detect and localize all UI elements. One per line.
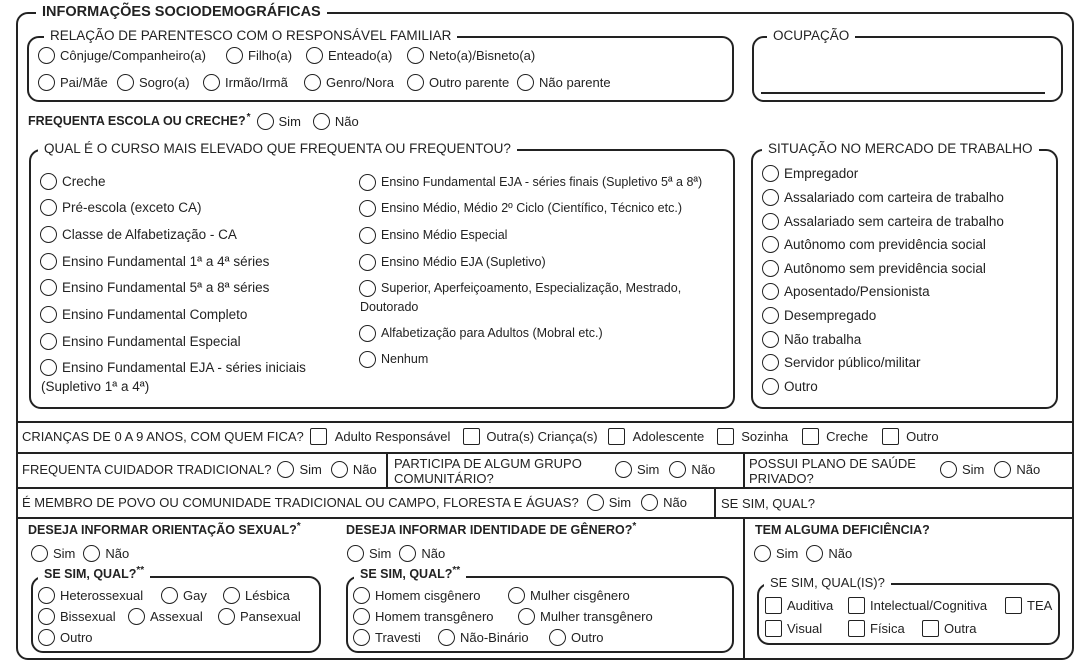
curso-option[interactable]: Classe de Alfabetização - CA xyxy=(40,226,237,243)
checkbox-icon[interactable] xyxy=(1005,597,1022,614)
radio-icon[interactable] xyxy=(40,306,57,323)
trabalho-option[interactable]: Desempregado xyxy=(762,307,876,324)
radio-icon[interactable] xyxy=(359,254,376,271)
curso-option-cont: Doutorado xyxy=(360,300,419,314)
genero-sim[interactable]: Sim xyxy=(347,545,391,562)
criancas-option[interactable]: Outra(s) Criança(s) xyxy=(463,428,597,445)
curso-option[interactable]: Ensino Médio EJA (Supletivo) xyxy=(359,254,546,271)
radio-icon[interactable] xyxy=(40,359,57,376)
radio-icon[interactable] xyxy=(128,608,145,625)
radio-icon[interactable] xyxy=(438,629,455,646)
trabalho-option[interactable]: Assalariado com carteira de trabalho xyxy=(762,189,1004,206)
curso-option[interactable]: Ensino Fundamental EJA - séries iniciais xyxy=(40,359,306,376)
option-enteado[interactable]: Enteado(a) xyxy=(306,47,407,64)
escola-sim[interactable]: Sim xyxy=(257,113,301,130)
orientacao-nao[interactable]: Não xyxy=(83,545,129,562)
radio-icon[interactable] xyxy=(306,47,323,64)
curso-option[interactable]: Ensino Fundamental 1ª a 4ª séries xyxy=(40,253,269,270)
orientacao-option[interactable]: Pansexual xyxy=(218,608,301,625)
radio-icon[interactable] xyxy=(257,113,274,130)
orientacao-option[interactable]: Gay xyxy=(161,587,223,604)
option-conjuge[interactable]: Cônjuge/Companheiro(a) xyxy=(38,47,226,64)
trabalho-option[interactable]: Outro xyxy=(762,378,818,395)
radio-icon[interactable] xyxy=(38,74,55,91)
grupo-nao[interactable]: Não xyxy=(669,461,715,478)
criancas-option[interactable]: Creche xyxy=(802,428,868,445)
radio-icon[interactable] xyxy=(161,587,178,604)
genero-option[interactable]: Mulher cisgênero xyxy=(508,587,630,604)
radio-icon[interactable] xyxy=(762,378,779,395)
orientacao-option[interactable]: Bissexual xyxy=(38,608,128,625)
radio-icon[interactable] xyxy=(407,47,424,64)
curso-option[interactable]: Ensino Médio, Médio 2º Ciclo (Científico, Técnico etc.) xyxy=(359,200,682,217)
curso-option[interactable]: Ensino Fundamental Completo xyxy=(40,306,247,323)
radio-icon[interactable] xyxy=(38,47,55,64)
curso-option-cont: (Supletivo 1ª a 4ª) xyxy=(41,379,150,394)
checkbox-icon[interactable] xyxy=(922,620,939,637)
criancas-option[interactable]: Adulto Responsável xyxy=(310,428,451,445)
radio-icon[interactable] xyxy=(218,608,235,625)
divider xyxy=(17,452,1073,454)
option-filho[interactable]: Filho(a) xyxy=(226,47,306,64)
checkbox-icon[interactable] xyxy=(765,597,782,614)
divider xyxy=(714,487,716,517)
povo-sim[interactable]: Sim xyxy=(587,494,631,511)
radio-icon[interactable] xyxy=(40,199,57,216)
radio-icon[interactable] xyxy=(223,587,240,604)
curso-option[interactable]: Ensino Médio Especial xyxy=(359,227,507,244)
genero-option[interactable]: Outro xyxy=(549,629,604,646)
radio-icon[interactable] xyxy=(518,608,535,625)
radio-icon[interactable] xyxy=(615,461,632,478)
radio-icon[interactable] xyxy=(40,333,57,350)
genero-nao[interactable]: Não xyxy=(399,545,445,562)
radio-icon[interactable] xyxy=(669,461,686,478)
radio-icon[interactable] xyxy=(762,165,779,182)
trabalho-option[interactable]: Aposentado/Pensionista xyxy=(762,283,930,300)
deficiencia-nao[interactable]: Não xyxy=(806,545,852,562)
radio-icon[interactable] xyxy=(353,608,370,625)
grupo-label: PARTICIPA DE ALGUM GRUPO COMUNITÁRIO? xyxy=(394,456,582,486)
radio-icon[interactable] xyxy=(40,173,57,190)
deficiencia-option[interactable]: Auditiva xyxy=(765,597,848,614)
deficiencia-sim[interactable]: Sim xyxy=(754,545,798,562)
povo-nao[interactable]: Não xyxy=(641,494,687,511)
radio-icon[interactable] xyxy=(762,354,779,371)
orientacao-legend: SE SIM, QUAL?** xyxy=(38,566,150,581)
radio-icon[interactable] xyxy=(40,279,57,296)
escola-nao[interactable]: Não xyxy=(313,113,359,130)
radio-icon[interactable] xyxy=(517,74,534,91)
genero-option[interactable]: Mulher transgênero xyxy=(518,608,653,625)
trabalho-option[interactable]: Autônomo com previdência social xyxy=(762,236,986,253)
checkbox-icon[interactable] xyxy=(848,620,865,637)
checkbox-icon[interactable] xyxy=(765,620,782,637)
genero-option[interactable]: Não-Binário xyxy=(438,629,549,646)
radio-icon[interactable] xyxy=(762,213,779,230)
radio-icon[interactable] xyxy=(353,587,370,604)
plano-label: POSSUI PLANO DE SAÚDE PRIVADO? xyxy=(749,456,916,486)
deficiencia-option[interactable]: TEA xyxy=(1005,597,1052,614)
deficiencia-option[interactable]: Intelectual/Cognitiva xyxy=(848,597,1005,614)
radio-icon[interactable] xyxy=(304,74,321,91)
cuidador-label: FREQUENTA CUIDADOR TRADICIONAL? xyxy=(22,462,272,477)
curso-option[interactable]: Ensino Fundamental EJA - séries finais (Supletivo 5ª a 8ª) xyxy=(359,174,702,191)
ocupacao-input-line[interactable] xyxy=(761,92,1045,94)
radio-icon[interactable] xyxy=(117,74,134,91)
radio-icon[interactable] xyxy=(40,226,57,243)
cuidador-nao[interactable]: Não xyxy=(331,461,377,478)
divider xyxy=(17,487,1073,489)
deficiencia-option[interactable]: Visual xyxy=(765,620,848,637)
escola-label: FREQUENTA ESCOLA OU CRECHE? xyxy=(28,114,246,129)
option-sogro[interactable]: Sogro(a) xyxy=(117,74,203,91)
divider xyxy=(17,517,1073,519)
checkbox-icon[interactable] xyxy=(717,428,734,445)
option-outro-parente[interactable]: Outro parente xyxy=(407,74,517,91)
radio-icon[interactable] xyxy=(203,74,220,91)
radio-icon[interactable] xyxy=(38,587,55,604)
orientacao-option[interactable]: Assexual xyxy=(128,608,218,625)
option-neto[interactable]: Neto(a)/Bisneto(a) xyxy=(407,47,535,64)
radio-icon[interactable] xyxy=(353,629,370,646)
radio-icon[interactable] xyxy=(31,545,48,562)
ocupacao-legend: OCUPAÇÃO xyxy=(767,29,855,43)
radio-icon[interactable] xyxy=(407,74,424,91)
divider xyxy=(743,517,745,660)
option-nao-parente[interactable]: Não parente xyxy=(517,74,611,91)
radio-icon[interactable] xyxy=(347,545,364,562)
plano-sim[interactable]: Sim xyxy=(940,461,984,478)
trabalho-legend: SITUAÇÃO NO MERCADO DE TRABALHO xyxy=(762,142,1039,156)
checkbox-icon[interactable] xyxy=(310,428,327,445)
trabalho-option[interactable]: Assalariado sem carteira de trabalho xyxy=(762,213,1004,230)
trabalho-option[interactable]: Autônomo sem previdência social xyxy=(762,260,986,277)
deficiencia-label: TEM ALGUMA DEFICIÊNCIA? xyxy=(755,523,930,537)
radio-icon[interactable] xyxy=(40,253,57,270)
curso-legend: QUAL É O CURSO MAIS ELEVADO QUE FREQUENTA OU FREQUENTOU? xyxy=(38,142,517,156)
radio-icon[interactable] xyxy=(331,461,348,478)
parentesco-box xyxy=(27,36,734,102)
option-genro[interactable]: Genro/Nora xyxy=(304,74,407,91)
radio-icon[interactable] xyxy=(277,461,294,478)
trabalho-option[interactable]: Não trabalha xyxy=(762,331,861,348)
criancas-option[interactable]: Adolescente xyxy=(608,428,705,445)
radio-icon[interactable] xyxy=(359,351,376,368)
curso-option[interactable]: Superior, Aperfeiçoamento, Especialização, Mestrado, xyxy=(359,280,681,297)
curso-option[interactable]: Creche xyxy=(40,173,106,190)
curso-option[interactable]: Nenhum xyxy=(359,351,428,368)
grupo-sim[interactable]: Sim xyxy=(615,461,659,478)
radio-icon[interactable] xyxy=(762,260,779,277)
radio-icon[interactable] xyxy=(226,47,243,64)
orientacao-label: DESEJA INFORMAR ORIENTAÇÃO SEXUAL? xyxy=(28,523,297,537)
criancas-option[interactable]: Outro xyxy=(882,428,939,445)
orientacao-option[interactable]: Heterossexual xyxy=(38,587,161,604)
radio-icon[interactable] xyxy=(359,227,376,244)
radio-icon[interactable] xyxy=(641,494,658,511)
genero-option[interactable]: Travesti xyxy=(353,629,438,646)
radio-icon[interactable] xyxy=(359,200,376,217)
curso-option[interactable]: Pré-escola (exceto CA) xyxy=(40,199,202,216)
orientacao-option[interactable]: Outro xyxy=(38,629,93,646)
genero-label: DESEJA INFORMAR IDENTIDADE DE GÊNERO? xyxy=(346,523,633,537)
radio-icon[interactable] xyxy=(399,545,416,562)
option-pai-mae[interactable]: Pai/Mãe xyxy=(38,74,117,91)
divider xyxy=(743,452,745,487)
checkbox-icon[interactable] xyxy=(463,428,480,445)
genero-option[interactable]: Homem transgênero xyxy=(353,608,518,625)
radio-icon[interactable] xyxy=(762,283,779,300)
orientacao-sim[interactable]: Sim xyxy=(31,545,75,562)
radio-icon[interactable] xyxy=(359,280,376,297)
radio-icon[interactable] xyxy=(313,113,330,130)
radio-icon[interactable] xyxy=(38,608,55,625)
trabalho-option[interactable]: Empregador xyxy=(762,165,858,182)
radio-icon[interactable] xyxy=(587,494,604,511)
option-irmao[interactable]: Irmão/Irmã xyxy=(203,74,304,91)
radio-icon[interactable] xyxy=(508,587,525,604)
criancas-option[interactable]: Sozinha xyxy=(717,428,788,445)
checkbox-icon[interactable] xyxy=(608,428,625,445)
radio-icon[interactable] xyxy=(549,629,566,646)
radio-icon[interactable] xyxy=(359,174,376,191)
deficiencia-legend: SE SIM, QUAL(IS)? xyxy=(764,576,891,589)
divider xyxy=(17,421,1073,423)
radio-icon[interactable] xyxy=(806,545,823,562)
genero-option[interactable]: Homem cisgênero xyxy=(353,587,508,604)
radio-icon[interactable] xyxy=(940,461,957,478)
cuidador-sim[interactable]: Sim xyxy=(277,461,321,478)
deficiencia-option[interactable]: Física xyxy=(848,620,922,637)
povo-qual-label: SE SIM, QUAL? xyxy=(721,496,815,511)
radio-icon[interactable] xyxy=(762,331,779,348)
curso-option[interactable]: Ensino Fundamental Especial xyxy=(40,333,241,350)
genero-legend: SE SIM, QUAL?** xyxy=(354,566,466,581)
divider xyxy=(386,452,388,487)
radio-icon[interactable] xyxy=(359,325,376,342)
curso-option[interactable]: Alfabetização para Adultos (Mobral etc.) xyxy=(359,325,603,342)
trabalho-option[interactable]: Servidor público/militar xyxy=(762,354,921,371)
radio-icon[interactable] xyxy=(83,545,100,562)
povo-label: É MEMBRO DE POVO OU COMUNIDADE TRADICIONAL OU CAMPO, FLORESTA E ÁGUAS? xyxy=(22,495,579,510)
orientacao-option[interactable]: Lésbica xyxy=(223,587,290,604)
checkbox-icon[interactable] xyxy=(882,428,899,445)
plano-nao[interactable]: Não xyxy=(994,461,1040,478)
radio-icon[interactable] xyxy=(762,236,779,253)
curso-option[interactable]: Ensino Fundamental 5ª a 8ª séries xyxy=(40,279,269,296)
radio-icon[interactable] xyxy=(762,307,779,324)
checkbox-icon[interactable] xyxy=(802,428,819,445)
criancas-label: CRIANÇAS DE 0 A 9 ANOS, COM QUEM FICA? xyxy=(22,429,304,444)
radio-icon[interactable] xyxy=(754,545,771,562)
radio-icon[interactable] xyxy=(38,629,55,646)
radio-icon[interactable] xyxy=(762,189,779,206)
section-title: INFORMAÇÕES SOCIODEMOGRÁFICAS xyxy=(36,5,327,20)
deficiencia-option[interactable]: Outra xyxy=(922,620,977,637)
radio-icon[interactable] xyxy=(994,461,1011,478)
checkbox-icon[interactable] xyxy=(848,597,865,614)
parentesco-legend: RELAÇÃO DE PARENTESCO COM O RESPONSÁVEL FAMILIAR xyxy=(44,29,457,43)
